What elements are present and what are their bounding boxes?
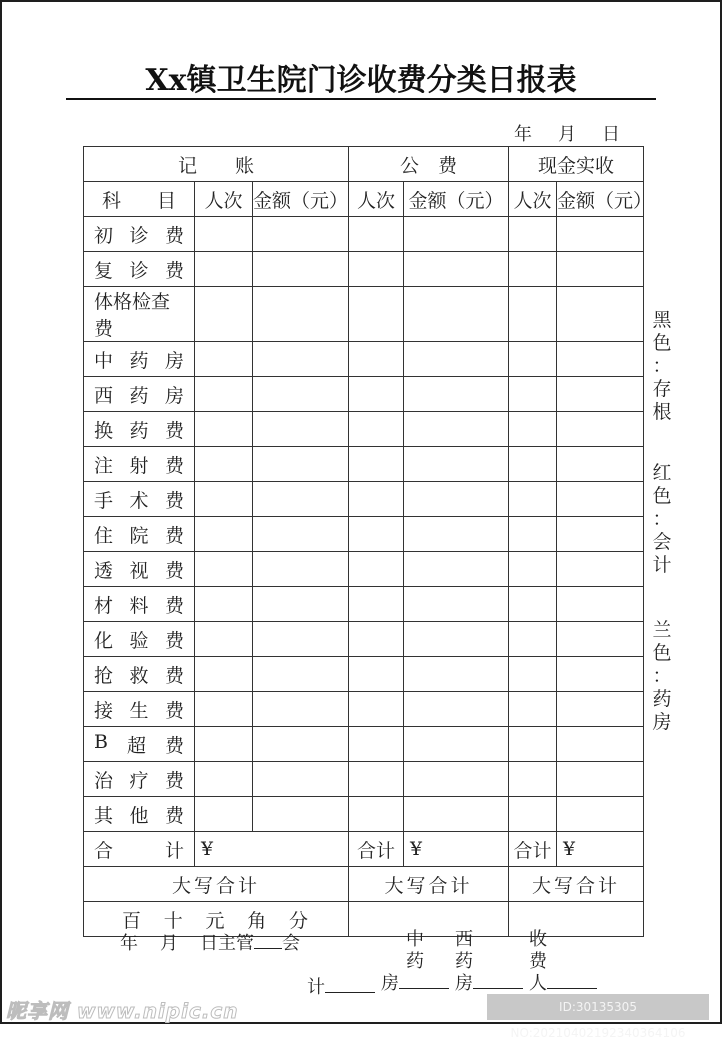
cash-count-cell[interactable] <box>509 252 557 287</box>
sig-char: 药 <box>455 951 473 972</box>
bookkeeping-capital-total-label: 大写合计 <box>84 867 349 902</box>
public-amount-cell[interactable] <box>404 342 509 377</box>
side-note-char: 色 <box>652 642 672 664</box>
item-label-char: 视 <box>129 559 149 582</box>
bookkeeping-count-cell[interactable] <box>195 217 253 252</box>
cash-amount-cell[interactable] <box>557 377 644 412</box>
item-label-char: 费 <box>164 489 184 512</box>
sig-char: 房 <box>455 973 473 994</box>
bookkeeping-amount-cell[interactable] <box>253 287 349 342</box>
sig-char: 收 <box>529 929 547 950</box>
public-amount-cell[interactable] <box>404 587 509 622</box>
bookkeeping-amount-cell[interactable] <box>253 482 349 517</box>
bookkeeping-count-cell[interactable] <box>195 552 253 587</box>
table-row <box>84 587 644 622</box>
cash-count-cell[interactable] <box>509 482 557 517</box>
item-label-char: 费 <box>164 419 184 442</box>
public-amount-cell[interactable] <box>404 692 509 727</box>
table-row <box>84 252 644 287</box>
bookkeeping-amount-cell[interactable] <box>253 587 349 622</box>
item-label-char: 复 <box>94 259 114 282</box>
total-label-char: 合 <box>94 839 114 862</box>
item-label-char: 料 <box>129 594 149 617</box>
item-label-char: 换 <box>94 419 114 442</box>
public-count-cell[interactable] <box>349 727 404 762</box>
table-row <box>84 762 644 797</box>
cash-amount-cell[interactable] <box>557 217 644 252</box>
public-count-cell[interactable] <box>349 252 404 287</box>
cash-count-cell[interactable] <box>509 217 557 252</box>
sig-day: 日 <box>200 933 218 954</box>
public-count-cell[interactable] <box>349 552 404 587</box>
cash-count-cell[interactable] <box>509 412 557 447</box>
subject-header-char: 目 <box>156 189 176 212</box>
watermark-id: ID:30135305 NO:20210402192340364106 <box>487 994 709 1020</box>
item-label-char: 生 <box>129 699 149 722</box>
bookkeeping-count-cell[interactable] <box>195 797 253 832</box>
sig-char: 药 <box>406 951 424 972</box>
group-header-public-expense: 公 费 <box>349 147 509 182</box>
bookkeeping-count-cell[interactable] <box>195 727 253 762</box>
item-label-char: 药 <box>129 349 149 372</box>
cash-amount-cell[interactable] <box>557 692 644 727</box>
amount-header: 金额（元） <box>253 182 349 217</box>
item-label-char: 费 <box>164 224 184 247</box>
item-label-char: 其 <box>94 804 114 827</box>
chinese-pharmacy-signature <box>381 929 449 995</box>
side-note-char: 计 <box>652 554 672 576</box>
cash-count-cell[interactable] <box>509 587 557 622</box>
subject-header-char: 科 <box>102 189 122 212</box>
cash-count-cell[interactable] <box>509 377 557 412</box>
item-label-char: 超 <box>126 734 146 757</box>
item-label-char: 费 <box>164 664 184 687</box>
table-row <box>84 342 644 377</box>
public-count-cell[interactable] <box>349 797 404 832</box>
sig-char: 人 <box>529 973 547 994</box>
bookkeeping-count-cell[interactable] <box>195 622 253 657</box>
bookkeeping-amount-cell[interactable] <box>253 447 349 482</box>
bookkeeping-amount-cell[interactable] <box>253 517 349 552</box>
item-label-char: 接 <box>94 699 114 722</box>
table-row <box>84 217 644 252</box>
bookkeeping-count-cell[interactable] <box>195 692 253 727</box>
supervisor-label: 主管 <box>218 933 254 954</box>
public-count-cell[interactable] <box>349 287 404 342</box>
cashier-signature <box>529 929 597 995</box>
item-label <box>84 377 195 412</box>
table-row <box>84 727 644 762</box>
public-count-cell[interactable] <box>349 657 404 692</box>
cash-amount-cell[interactable] <box>557 552 644 587</box>
item-label <box>84 552 195 587</box>
cash-amount-cell[interactable] <box>557 762 644 797</box>
item-label-char: 房 <box>164 349 184 372</box>
total-label <box>84 832 195 867</box>
cash-amount-cell[interactable] <box>557 412 644 447</box>
bookkeeping-amount-cell[interactable] <box>253 552 349 587</box>
bookkeeping-count-cell[interactable] <box>195 412 253 447</box>
bookkeeping-amount-cell[interactable] <box>253 762 349 797</box>
bookkeeping-amount-cell[interactable] <box>253 727 349 762</box>
count-header: 人次 <box>349 182 404 217</box>
public-capital-total-label: 大写合计 <box>349 867 509 902</box>
accounting-signature-line[interactable] <box>325 978 375 993</box>
cash-amount-cell[interactable] <box>557 727 644 762</box>
date-header <box>514 120 620 146</box>
public-amount-cell[interactable] <box>404 377 509 412</box>
cashier-signature-line[interactable] <box>547 974 597 989</box>
cash-amount-cell[interactable] <box>557 657 644 692</box>
bookkeeping-count-cell[interactable] <box>195 342 253 377</box>
item-label <box>84 657 195 692</box>
item-label-char: 化 <box>94 629 114 652</box>
item-rows <box>84 217 644 832</box>
public-total-label: 合计 <box>349 832 404 867</box>
item-label-char: 费 <box>164 629 184 652</box>
side-note-char: 兰 <box>652 619 672 641</box>
item-label-char: 射 <box>129 454 149 477</box>
item-label-char: 费 <box>164 769 184 792</box>
chinese-pharmacy-signature-line[interactable] <box>399 974 449 989</box>
cash-total-field[interactable]: ¥ <box>557 832 644 867</box>
total-label-char: 计 <box>164 839 184 862</box>
date-day-label: 日 <box>602 124 620 145</box>
item-label-char: 材 <box>94 594 114 617</box>
cash-count-cell[interactable] <box>509 517 557 552</box>
public-amount-cell[interactable] <box>404 727 509 762</box>
bookkeeping-total-field[interactable]: ¥ <box>195 832 349 867</box>
bookkeeping-count-cell[interactable] <box>195 287 253 342</box>
cash-amount-cell[interactable] <box>557 287 644 342</box>
bookkeeping-count-cell[interactable] <box>195 447 253 482</box>
item-label-char: 注 <box>94 454 114 477</box>
public-count-cell[interactable] <box>349 692 404 727</box>
subject-header <box>84 182 195 217</box>
item-label <box>84 797 195 832</box>
public-amount-cell[interactable] <box>404 252 509 287</box>
item-label <box>84 447 195 482</box>
table-row <box>84 412 644 447</box>
item-label-char: 费 <box>164 699 184 722</box>
western-pharmacy-signature-line[interactable] <box>473 974 523 989</box>
public-amount-cell[interactable] <box>404 797 509 832</box>
item-label-char: 验 <box>129 629 149 652</box>
item-label-char: 房 <box>164 384 184 407</box>
side-note-char: ： <box>652 665 672 687</box>
public-amount-cell[interactable] <box>404 622 509 657</box>
side-note-char: 根 <box>652 401 672 423</box>
group-header-row <box>84 147 644 182</box>
item-label <box>84 587 195 622</box>
bookkeeping-count-cell[interactable] <box>195 482 253 517</box>
item-label-char: 初 <box>94 224 114 247</box>
public-amount-cell[interactable] <box>404 412 509 447</box>
public-amount-cell[interactable] <box>404 762 509 797</box>
public-count-cell[interactable] <box>349 622 404 657</box>
signature-date <box>120 929 300 955</box>
item-label-char: 抢 <box>94 664 114 687</box>
cash-count-cell[interactable] <box>509 552 557 587</box>
public-count-cell[interactable] <box>349 217 404 252</box>
bookkeeping-amount-cell[interactable] <box>253 797 349 832</box>
cash-amount-cell[interactable] <box>557 447 644 482</box>
item-label-char: 药 <box>129 384 149 407</box>
item-label <box>84 762 195 797</box>
cash-count-cell[interactable] <box>509 447 557 482</box>
public-amount-cell[interactable] <box>404 482 509 517</box>
public-amount-cell[interactable] <box>404 552 509 587</box>
item-label-char: 费 <box>164 524 184 547</box>
cash-amount-cell[interactable] <box>557 622 644 657</box>
public-count-cell[interactable] <box>349 587 404 622</box>
accounting-label-char: 会 <box>282 933 300 954</box>
item-label-char: 费 <box>164 454 184 477</box>
bookkeeping-count-cell[interactable] <box>195 252 253 287</box>
item-label-char: B <box>94 730 108 753</box>
cash-count-cell[interactable] <box>509 797 557 832</box>
public-count-cell[interactable] <box>349 517 404 552</box>
item-label <box>84 287 195 342</box>
cash-count-cell[interactable] <box>509 622 557 657</box>
side-note-char: 黑 <box>652 309 672 331</box>
side-note-char: ： <box>652 508 672 530</box>
side-note-blue <box>651 619 673 734</box>
item-label-char: 治 <box>94 769 114 792</box>
item-label-char: 他 <box>129 804 149 827</box>
item-label-char: 体格检查费 <box>94 291 171 340</box>
sig-char: 房 <box>381 973 399 994</box>
western-pharmacy-signature <box>455 929 523 995</box>
item-label-char: 术 <box>129 489 149 512</box>
table-row <box>84 517 644 552</box>
form-title: Xx镇卫生院门诊收费分类日报表 <box>145 63 577 98</box>
table-row <box>84 482 644 517</box>
group-header-cash-received: 现金实收 <box>509 147 644 182</box>
item-label-char: 西 <box>94 384 114 407</box>
sig-year: 年 <box>120 933 138 954</box>
public-count-cell[interactable] <box>349 447 404 482</box>
item-label <box>84 517 195 552</box>
public-count-cell[interactable] <box>349 482 404 517</box>
side-note-black <box>651 309 673 424</box>
accounting-signature <box>307 973 375 999</box>
sig-char: 中 <box>406 929 424 950</box>
public-amount-cell[interactable] <box>404 517 509 552</box>
item-label-char: 诊 <box>129 259 149 282</box>
cash-count-cell[interactable] <box>509 762 557 797</box>
sub-header-row <box>84 182 644 217</box>
cash-amount-cell[interactable] <box>557 587 644 622</box>
cash-amount-cell[interactable] <box>557 797 644 832</box>
item-label-char: 费 <box>164 259 184 282</box>
sig-char: 费 <box>529 951 547 972</box>
side-note-red <box>651 462 673 577</box>
side-note-char: 红 <box>652 462 672 484</box>
table-row <box>84 447 644 482</box>
bookkeeping-amount-cell[interactable] <box>253 377 349 412</box>
item-label-char: 诊 <box>129 224 149 247</box>
public-amount-cell[interactable] <box>404 657 509 692</box>
bookkeeping-amount-cell[interactable] <box>253 657 349 692</box>
bookkeeping-count-cell[interactable] <box>195 657 253 692</box>
supervisor-signature-line[interactable] <box>254 934 282 949</box>
table-row <box>84 622 644 657</box>
bookkeeping-count-cell[interactable] <box>195 377 253 412</box>
unit-yuan: 元 <box>205 909 225 932</box>
item-label-char: 救 <box>129 664 149 687</box>
item-label <box>84 412 195 447</box>
bookkeeping-count-cell[interactable] <box>195 517 253 552</box>
public-count-cell[interactable] <box>349 377 404 412</box>
item-label-char: 药 <box>129 419 149 442</box>
amount-header: 金额（元） <box>557 182 644 217</box>
date-month-label: 月 <box>558 124 576 145</box>
total-row <box>84 832 644 867</box>
public-count-cell[interactable] <box>349 412 404 447</box>
bookkeeping-amount-cell[interactable] <box>253 217 349 252</box>
item-label-char: 手 <box>94 489 114 512</box>
item-label <box>84 727 195 762</box>
item-label-char: 费 <box>164 734 184 757</box>
item-label <box>84 692 195 727</box>
side-note-char: 会 <box>652 531 672 553</box>
date-year-label: 年 <box>514 124 532 145</box>
public-amount-cell[interactable] <box>404 217 509 252</box>
bookkeeping-amount-cell[interactable] <box>253 412 349 447</box>
unit-hundred: 百 <box>122 909 142 932</box>
table-row <box>84 552 644 587</box>
table-row <box>84 657 644 692</box>
sig-month: 月 <box>160 933 178 954</box>
bookkeeping-amount-cell[interactable] <box>253 692 349 727</box>
item-label <box>84 342 195 377</box>
sig-char: 西 <box>455 929 473 950</box>
cash-count-cell[interactable] <box>509 287 557 342</box>
cash-count-cell[interactable] <box>509 342 557 377</box>
public-amount-cell[interactable] <box>404 447 509 482</box>
unit-fen: 分 <box>288 909 308 932</box>
side-note-char: ： <box>652 355 672 377</box>
table-row <box>84 377 644 412</box>
item-label-char: 住 <box>94 524 114 547</box>
bookkeeping-amount-cell[interactable] <box>253 342 349 377</box>
public-total-field[interactable]: ¥ <box>404 832 509 867</box>
item-label-char: 费 <box>164 594 184 617</box>
count-header: 人次 <box>195 182 253 217</box>
item-label <box>84 217 195 252</box>
cash-count-cell[interactable] <box>509 657 557 692</box>
cash-amount-cell[interactable] <box>557 517 644 552</box>
group-header-bookkeeping: 记 账 <box>84 147 349 182</box>
cash-amount-cell[interactable] <box>557 482 644 517</box>
cash-total-label: 合计 <box>509 832 557 867</box>
item-label-char: 透 <box>94 559 114 582</box>
table-row <box>84 692 644 727</box>
side-note-char: 房 <box>652 711 672 733</box>
capital-total-header-row <box>84 867 644 902</box>
side-note-char: 色 <box>652 485 672 507</box>
watermark-site: 昵享网 www.nipic.cn <box>6 999 239 1023</box>
bookkeeping-amount-cell[interactable] <box>253 622 349 657</box>
public-amount-cell[interactable] <box>404 287 509 342</box>
cash-amount-cell[interactable] <box>557 342 644 377</box>
public-count-cell[interactable] <box>349 342 404 377</box>
cash-count-cell[interactable] <box>509 727 557 762</box>
cash-count-cell[interactable] <box>509 692 557 727</box>
unit-ten: 十 <box>163 909 183 932</box>
bookkeeping-count-cell[interactable] <box>195 587 253 622</box>
item-label-char: 疗 <box>129 769 149 792</box>
side-note-char: 色 <box>652 332 672 354</box>
item-label <box>84 252 195 287</box>
count-header: 人次 <box>509 182 557 217</box>
table-row <box>84 287 644 342</box>
table-row <box>84 797 644 832</box>
item-label-char: 中 <box>94 349 114 372</box>
cash-amount-cell[interactable] <box>557 252 644 287</box>
bookkeeping-amount-cell[interactable] <box>253 252 349 287</box>
item-label-char: 院 <box>129 524 149 547</box>
item-label <box>84 482 195 517</box>
daily-report-table <box>83 146 653 937</box>
item-label-char: 费 <box>164 804 184 827</box>
item-label <box>84 622 195 657</box>
unit-jiao: 角 <box>247 909 267 932</box>
cash-capital-total-label: 大写合计 <box>509 867 644 902</box>
title-underline <box>66 98 656 100</box>
side-note-char: 药 <box>652 688 672 710</box>
accounting-label-char: 计 <box>307 977 325 998</box>
side-note-char: 存 <box>652 378 672 400</box>
bookkeeping-count-cell[interactable] <box>195 762 253 797</box>
amount-header: 金额（元） <box>404 182 509 217</box>
public-count-cell[interactable] <box>349 762 404 797</box>
item-label-char: 费 <box>164 559 184 582</box>
